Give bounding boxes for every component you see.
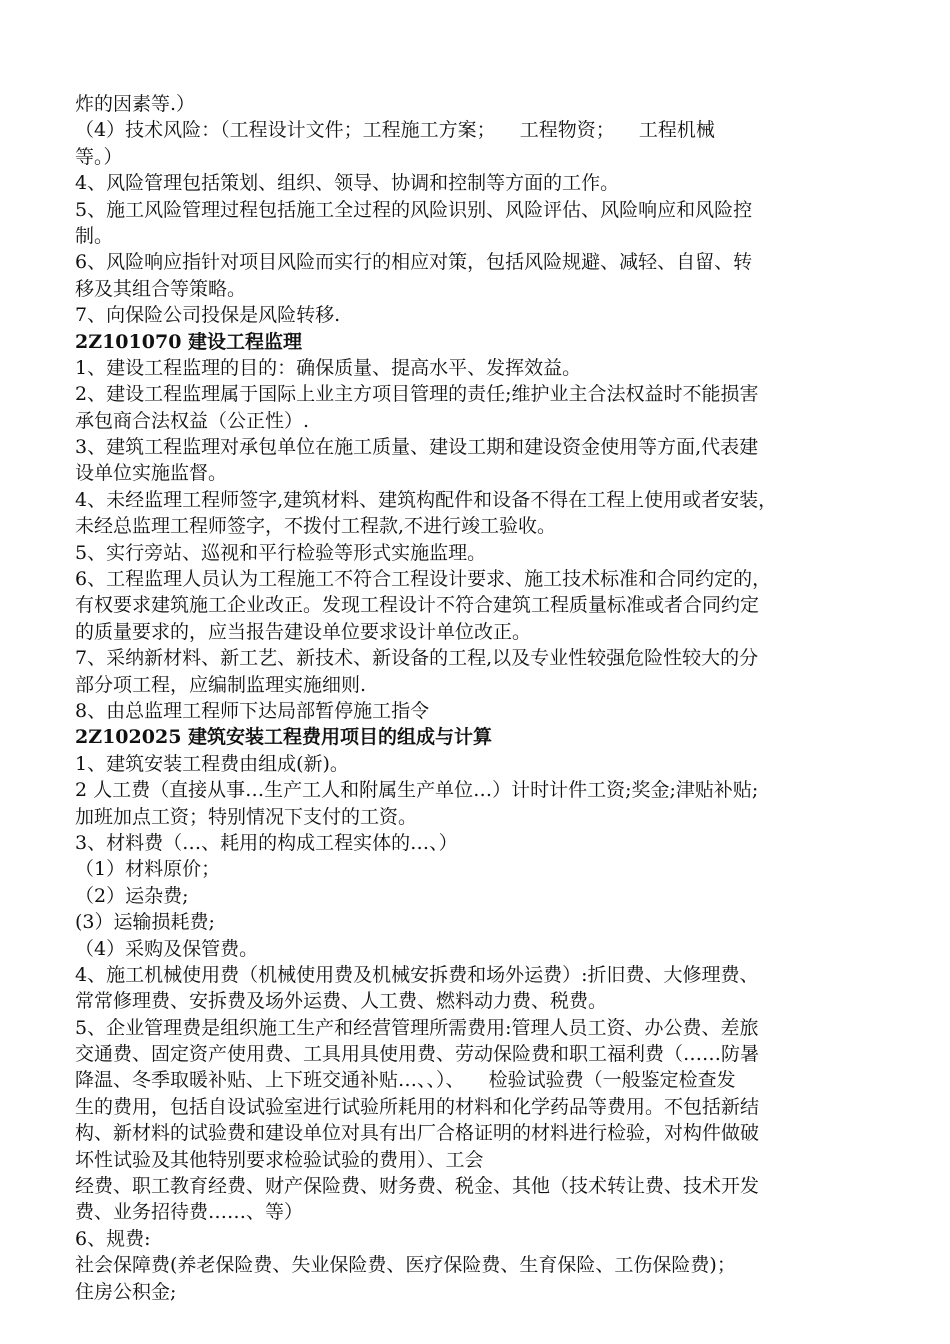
text-line: （1）材料原价； xyxy=(75,858,221,881)
text-line: 4、未经监理工程师签字,建筑材料、建筑构配件和设备不得在工程上使用或者安装， xyxy=(75,488,778,511)
text-line: 移及其组合等策略。 xyxy=(75,277,247,300)
text-line: 交通费、固定资产使用费、工具用具使用费、劳动保险费和职工福利费（……防暑 xyxy=(75,1043,760,1066)
text-line: 5、实行旁站、巡视和平行检验等形式实施监理。 xyxy=(75,541,487,564)
text-line: 8、由总监理工程师下达局部暂停施工指令 xyxy=(75,699,430,722)
text-line: （4）采购及保管费。 xyxy=(75,937,259,960)
document-page xyxy=(75,91,895,1305)
text-line: 3、建筑工程监理对承包单位在施工质量、建设工期和建设资金使用等方面,代表建 xyxy=(75,436,759,459)
text-line: 4、施工机械使用费（机械使用费及机械安拆费和场外运费）:折旧费、大修理费、 xyxy=(75,963,759,986)
text-line: 炸的因素等.） xyxy=(75,93,196,115)
text-line: 常常修理费、安拆费及场外运费、人工费、燃料动力费、税费。 xyxy=(75,990,608,1013)
text-line: 2、建设工程监理属于国际上业主方项目管理的责任;维护业主合法权益时不能损害 xyxy=(75,383,759,406)
text-line: 2 人工费（直接从事…生产工人和附属生产单位…）计时计件工资;奖金;津贴补贴; xyxy=(75,779,759,802)
text-line: 7、向保险公司投保是风险转移. xyxy=(75,304,341,327)
text-line: 坏性试验及其他特别要求检验试验的费用）、工会 xyxy=(75,1148,484,1171)
text-line: （4）技术风险：（工程设计文件；工程施工方案； 工程物资； 工程机械 xyxy=(75,119,715,142)
section-heading: 2Z102025 建筑安装工程费用项目的组成与计算 xyxy=(75,726,493,749)
text-line: 的质量要求的，应当报告建设单位要求设计单位改正。 xyxy=(75,620,532,643)
text-line: 设单位实施监督。 xyxy=(75,462,228,485)
text-line: 承包商合法权益（公正性）. xyxy=(75,409,310,432)
text-line: 5、施工风险管理过程包括施工全过程的风险识别、风险评估、风险响应和风险控 xyxy=(75,198,753,221)
text-line: 经费、职工教育经费、财产保险费、财务费、税金、其他（技术转让费、技术开发 xyxy=(75,1175,760,1198)
text-line: 生的费用，包括自设试验室进行试验所耗用的材料和化学药品等费用。不包括新结 xyxy=(75,1095,760,1118)
text-line: 有权要求建筑施工企业改正。发现工程设计不符合建筑工程质量标准或者合同约定 xyxy=(75,594,760,617)
text-line: 未经总监理工程师签字，不拨付工程款,不进行竣工验收。 xyxy=(75,515,557,538)
text-line: 5、企业管理费是组织施工生产和经营管理所需费用:管理人员工资、办公费、差旅 xyxy=(75,1016,759,1039)
text-line: 社会保障费(养老保险费、失业保险费、医疗保险费、生育保险、工伤保险费)； xyxy=(75,1254,736,1277)
text-line: 加班加点工资；特别情况下支付的工资。 xyxy=(75,805,418,828)
text-line: 部分项工程，应编制监理实施细则. xyxy=(75,673,367,696)
text-line: 构、新材料的试验费和建设单位对具有出厂合格证明的材料进行检验，对构件做破 xyxy=(75,1122,760,1145)
text-line: 7、采纳新材料、新工艺、新技术、新设备的工程,以及专业性较强危险性较大的分 xyxy=(75,647,759,670)
section-heading: 2Z101070 建设工程监理 xyxy=(75,330,303,353)
text-line: 3、材料费（…、耗用的构成工程实体的…、） xyxy=(75,831,458,854)
text-line: (3）运输损耗费; xyxy=(75,911,215,934)
text-line: 1、建设工程监理的目的：确保质量、提高水平、发挥效益。 xyxy=(75,356,582,379)
text-line: 4、风险管理包括策划、组织、领导、协调和控制等方面的工作。 xyxy=(75,172,620,195)
text-line: 1、建筑安装工程费由组成(新)。 xyxy=(75,752,349,775)
text-line: 费、业务招待费……、等） xyxy=(75,1201,304,1224)
text-line: 等。） xyxy=(75,145,123,168)
text-line: 降温、冬季取暖补贴、上下班交通补贴…、、）、 检验试验费（一般鉴定检查发 xyxy=(75,1069,736,1092)
text-line: 6、风险响应指针对项目风险而实行的相应对策，包括风险规避、减轻、自留、转 xyxy=(75,251,753,274)
text-line: （2）运杂费; xyxy=(75,884,189,907)
text-line: 住房公积金; xyxy=(75,1280,177,1303)
text-line: 6、工程监理人员认为工程施工不符合工程设计要求、施工技术标准和合同约定的， xyxy=(75,568,772,591)
text-line: 6、规费: xyxy=(75,1227,151,1250)
text-line: 制。 xyxy=(75,224,114,247)
